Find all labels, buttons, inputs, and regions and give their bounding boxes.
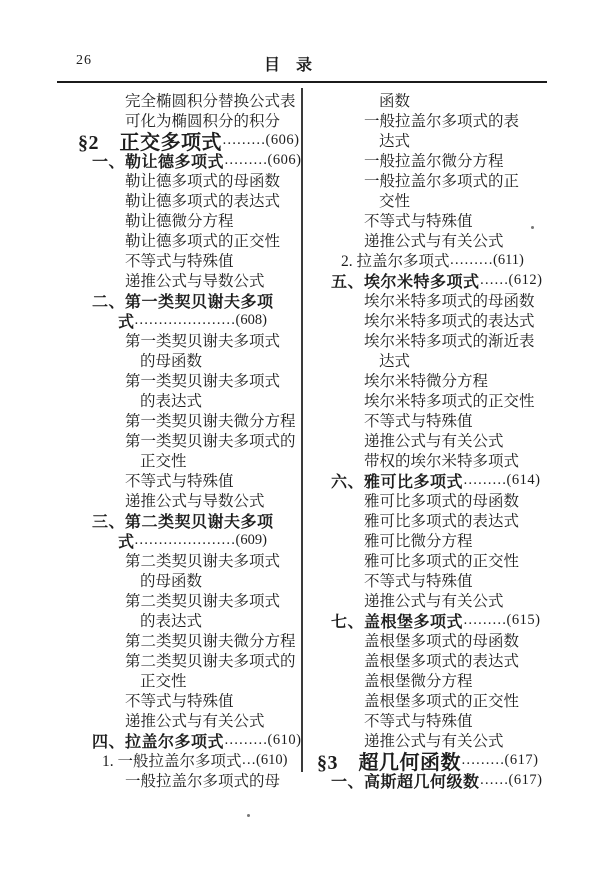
- toc-entry: [78, 570, 308, 590]
- toc-entry-pageref: (615): [506, 611, 541, 628]
- toc-entry-leader: …………………: [134, 531, 236, 548]
- toc-entry: [78, 770, 308, 790]
- toc-entry: [317, 770, 547, 790]
- toc-entry: [78, 630, 308, 650]
- toc-entry: [317, 310, 547, 330]
- toc-entry-label: 一般拉盖尔多项式的母: [125, 773, 281, 790]
- toc-entry-leader: ………: [463, 471, 507, 488]
- toc-entry: [78, 470, 308, 490]
- toc-entry-label: 不等式与特殊值: [125, 693, 234, 710]
- toc-entry-leader: ………: [463, 611, 507, 628]
- toc-entry-leader: …………………: [134, 311, 236, 328]
- toc-entry-label: 七、盖根堡多项式: [331, 613, 464, 631]
- toc-entry: [317, 290, 547, 310]
- toc-entry: [317, 690, 547, 710]
- toc-entry-label: 勒让德微分方程: [125, 213, 234, 230]
- toc-entry-pageref: (612): [508, 271, 543, 288]
- toc-entry: [317, 370, 547, 390]
- toc-entry-label: 第一类契贝谢夫微分方程: [125, 413, 296, 430]
- toc-entry-leader: ………: [224, 731, 268, 748]
- toc-entry-label: 第二类契贝谢夫多项式: [125, 553, 281, 570]
- toc-entry-label: 递推公式与有关公式: [364, 733, 504, 750]
- toc-entry: [317, 450, 547, 470]
- toc-entry-label: 交性: [379, 193, 411, 210]
- toc-entry-label: 达式: [379, 353, 411, 370]
- toc-entry: [78, 710, 308, 730]
- toc-entry-label: 不等式与特殊值: [125, 473, 234, 490]
- toc-entry-label: 式: [118, 313, 135, 331]
- toc-entry-label: 的表达式: [140, 613, 203, 630]
- toc-entry-label: 递推公式与有关公式: [364, 433, 504, 450]
- toc-entry: [78, 750, 308, 770]
- toc-entry-label: 不等式与特殊值: [364, 573, 473, 590]
- toc-entry: [78, 610, 308, 630]
- toc-entry: [78, 390, 308, 410]
- toc-entry: [78, 250, 308, 270]
- toc-entry: [78, 590, 308, 610]
- toc-entry-label: 盖根堡多项式的表达式: [364, 653, 520, 670]
- toc-entry-label: 二、第一类契贝谢夫多项: [92, 293, 274, 311]
- toc-entry-label: 五、埃尔米特多项式: [331, 273, 480, 291]
- toc-entry-label: 雅可比多项式的表达式: [364, 513, 520, 530]
- toc-entry-label: 三、第二类契贝谢夫多项: [92, 513, 274, 531]
- toc-entry-label: 埃尔米特多项式的表达式: [364, 313, 535, 330]
- toc-entry-label: 可化为椭圆积分的积分: [125, 113, 281, 130]
- toc-entry: [317, 410, 547, 430]
- toc-entry-label: 第一类契贝谢夫多项式: [125, 333, 281, 350]
- toc-entry-label: 式: [118, 533, 135, 551]
- page-number: 26: [76, 53, 92, 68]
- toc-entry-pageref: (608): [235, 311, 267, 328]
- toc-entry-label: 函数: [379, 93, 411, 110]
- toc-entry: [78, 370, 308, 390]
- toc-entry-label: 盖根堡微分方程: [364, 673, 473, 690]
- toc-entry-label: 一、勒让德多项式: [92, 153, 225, 171]
- toc-entry: [317, 610, 547, 630]
- toc-entry-label: 勒让德多项式的表达式: [125, 193, 281, 210]
- toc-entry-label: 的母函数: [140, 353, 203, 370]
- toc-entry-label: 雅可比多项式的正交性: [364, 553, 520, 570]
- toc-entry: [317, 350, 547, 370]
- toc-entry: [78, 450, 308, 470]
- toc-entry: [78, 730, 308, 750]
- toc-entry: [78, 670, 308, 690]
- toc-entry-label: 正交性: [140, 453, 187, 470]
- toc-column-left: [78, 90, 308, 790]
- toc-entry: [78, 290, 308, 310]
- toc-entry: [317, 430, 547, 450]
- header-rule: [57, 81, 547, 83]
- toc-entry-pageref: (606): [267, 151, 302, 168]
- toc-entry: [78, 230, 308, 250]
- toc-entry-leader: ……: [479, 771, 509, 788]
- toc-entry: [317, 250, 547, 270]
- toc-entry: [317, 190, 547, 210]
- toc-entry: [317, 490, 547, 510]
- toc-entry-label: 带权的埃尔米特多项式: [364, 453, 520, 470]
- toc-entry-label: §3 超几何函数: [317, 751, 461, 774]
- toc-entry-label: 不等式与特殊值: [125, 253, 234, 270]
- toc-entry: [317, 710, 547, 730]
- toc-entry-label: 递推公式与有关公式: [364, 233, 504, 250]
- toc-entry: [317, 570, 547, 590]
- toc-entry-label: 第二类契贝谢夫微分方程: [125, 633, 296, 650]
- toc-entry: [78, 330, 308, 350]
- toc-entry: [317, 670, 547, 690]
- toc-entry: [317, 630, 547, 650]
- toc-entry-leader: ………: [449, 251, 494, 268]
- toc-entry-label: 递推公式与有关公式: [125, 713, 265, 730]
- toc-column-right: [317, 90, 547, 790]
- toc-entry-label: 盖根堡多项式的正交性: [364, 693, 520, 710]
- toc-entry: [78, 350, 308, 370]
- toc-entry: [78, 190, 308, 210]
- toc-entry-label: 六、雅可比多项式: [331, 473, 464, 491]
- toc-entry: [78, 150, 308, 170]
- toc-entry-pageref: (617): [504, 751, 539, 768]
- toc-entry-label: 递推公式与有关公式: [364, 593, 504, 610]
- toc-entry-label: 递推公式与导数公式: [125, 493, 265, 510]
- toc-entry: [317, 150, 547, 170]
- toc-entry-label: 不等式与特殊值: [364, 413, 473, 430]
- toc-entry: [78, 690, 308, 710]
- toc-entry-label: 的表达式: [140, 393, 203, 410]
- toc-entry-label: 完全椭圆积分替换公式表: [125, 93, 296, 110]
- toc-entry: [78, 530, 308, 550]
- toc-entry-label: 埃尔米特多项式的母函数: [364, 293, 535, 310]
- toc-entry: [317, 90, 547, 110]
- toc-entry-pageref: (610): [267, 731, 302, 748]
- toc-entry: [78, 90, 308, 110]
- toc-entry: [78, 130, 308, 154]
- toc-entry: [317, 750, 547, 774]
- toc-entry: [317, 330, 547, 350]
- toc-entry-label: 勒让德多项式的正交性: [125, 233, 281, 250]
- toc-entry: [317, 590, 547, 610]
- toc-entry: [317, 110, 547, 130]
- toc-entry-label: 第一类契贝谢夫多项式: [125, 373, 281, 390]
- toc-entry-label: 第一类契贝谢夫多项式的: [125, 433, 296, 450]
- toc-entry: [78, 490, 308, 510]
- toc-entry-label: 埃尔米特微分方程: [364, 373, 489, 390]
- toc-entry-label: 递推公式与导数公式: [125, 273, 265, 290]
- toc-entry-leader: ……: [479, 271, 509, 288]
- toc-entry-label: 四、拉盖尔多项式: [92, 733, 225, 751]
- toc-entry: [317, 130, 547, 150]
- toc-entry-label: 第二类契贝谢夫多项式: [125, 593, 281, 610]
- toc-entry-pageref: (611): [493, 251, 524, 268]
- toc-entry-label: 达式: [379, 133, 411, 150]
- toc-entry-label: 正交性: [140, 673, 187, 690]
- toc-entry-pageref: (609): [235, 531, 267, 548]
- toc-entry-leader: ………: [222, 131, 266, 148]
- toc-entry-label: 勒让德多项式的母函数: [125, 173, 281, 190]
- toc-entry-label: 雅可比多项式的母函数: [364, 493, 520, 510]
- toc-entry: [317, 550, 547, 570]
- toc-entry-pageref: (614): [506, 471, 541, 488]
- toc-entry: [317, 530, 547, 550]
- toc-entry: [317, 170, 547, 190]
- toc-entry-label: 不等式与特殊值: [364, 713, 473, 730]
- toc-entry: [78, 270, 308, 290]
- toc-entry: [78, 550, 308, 570]
- toc-entry: [78, 510, 308, 530]
- toc-entry: [317, 470, 547, 490]
- toc-entry-label: 一、高斯超几何级数: [331, 773, 480, 791]
- toc-entry-label: 一般拉盖尔微分方程: [364, 153, 504, 170]
- toc-entry-label: 雅可比微分方程: [364, 533, 473, 550]
- scan-speck: [531, 226, 534, 229]
- toc-entry-leader: ………: [461, 751, 505, 768]
- toc-entry: [78, 430, 308, 450]
- toc-entry-label: 第二类契贝谢夫多项式的: [125, 653, 296, 670]
- toc-entry: [317, 510, 547, 530]
- toc-entry-label: 盖根堡多项式的母函数: [364, 633, 520, 650]
- toc-entry: [317, 650, 547, 670]
- scan-speck: [247, 814, 250, 817]
- toc-entry: [78, 170, 308, 190]
- toc-entry-label: 的母函数: [140, 573, 203, 590]
- toc-entry-label: 2. 拉盖尔多项式: [341, 253, 450, 270]
- toc-entry-label: 一般拉盖尔多项式的正: [364, 173, 520, 190]
- toc-entry-label: 1. 一般拉盖尔多项式: [102, 753, 242, 770]
- toc-entry: [78, 410, 308, 430]
- toc-entry: [78, 210, 308, 230]
- toc-entry-label: 埃尔米特多项式的渐近表: [364, 333, 535, 350]
- toc-entry-leader: …: [241, 751, 257, 768]
- toc-entry: [317, 270, 547, 290]
- page-title: 目 录: [263, 57, 312, 74]
- toc-entry-label: 埃尔米特多项式的正交性: [364, 393, 535, 410]
- toc-entry-label: §2 正交多项式: [78, 131, 222, 154]
- toc-entry-label: 一般拉盖尔多项式的表: [364, 113, 520, 130]
- toc-entry-pageref: (606): [265, 131, 300, 148]
- toc-entry: [78, 310, 308, 330]
- toc-entry: [317, 390, 547, 410]
- toc-entry: [317, 230, 547, 250]
- toc-entry: [317, 210, 547, 230]
- toc-entry: [78, 650, 308, 670]
- toc-entry-pageref: (617): [508, 771, 543, 788]
- toc-entry-leader: ………: [224, 151, 268, 168]
- toc-entry-pageref: (610): [256, 751, 288, 768]
- toc-entry-label: 不等式与特殊值: [364, 213, 473, 230]
